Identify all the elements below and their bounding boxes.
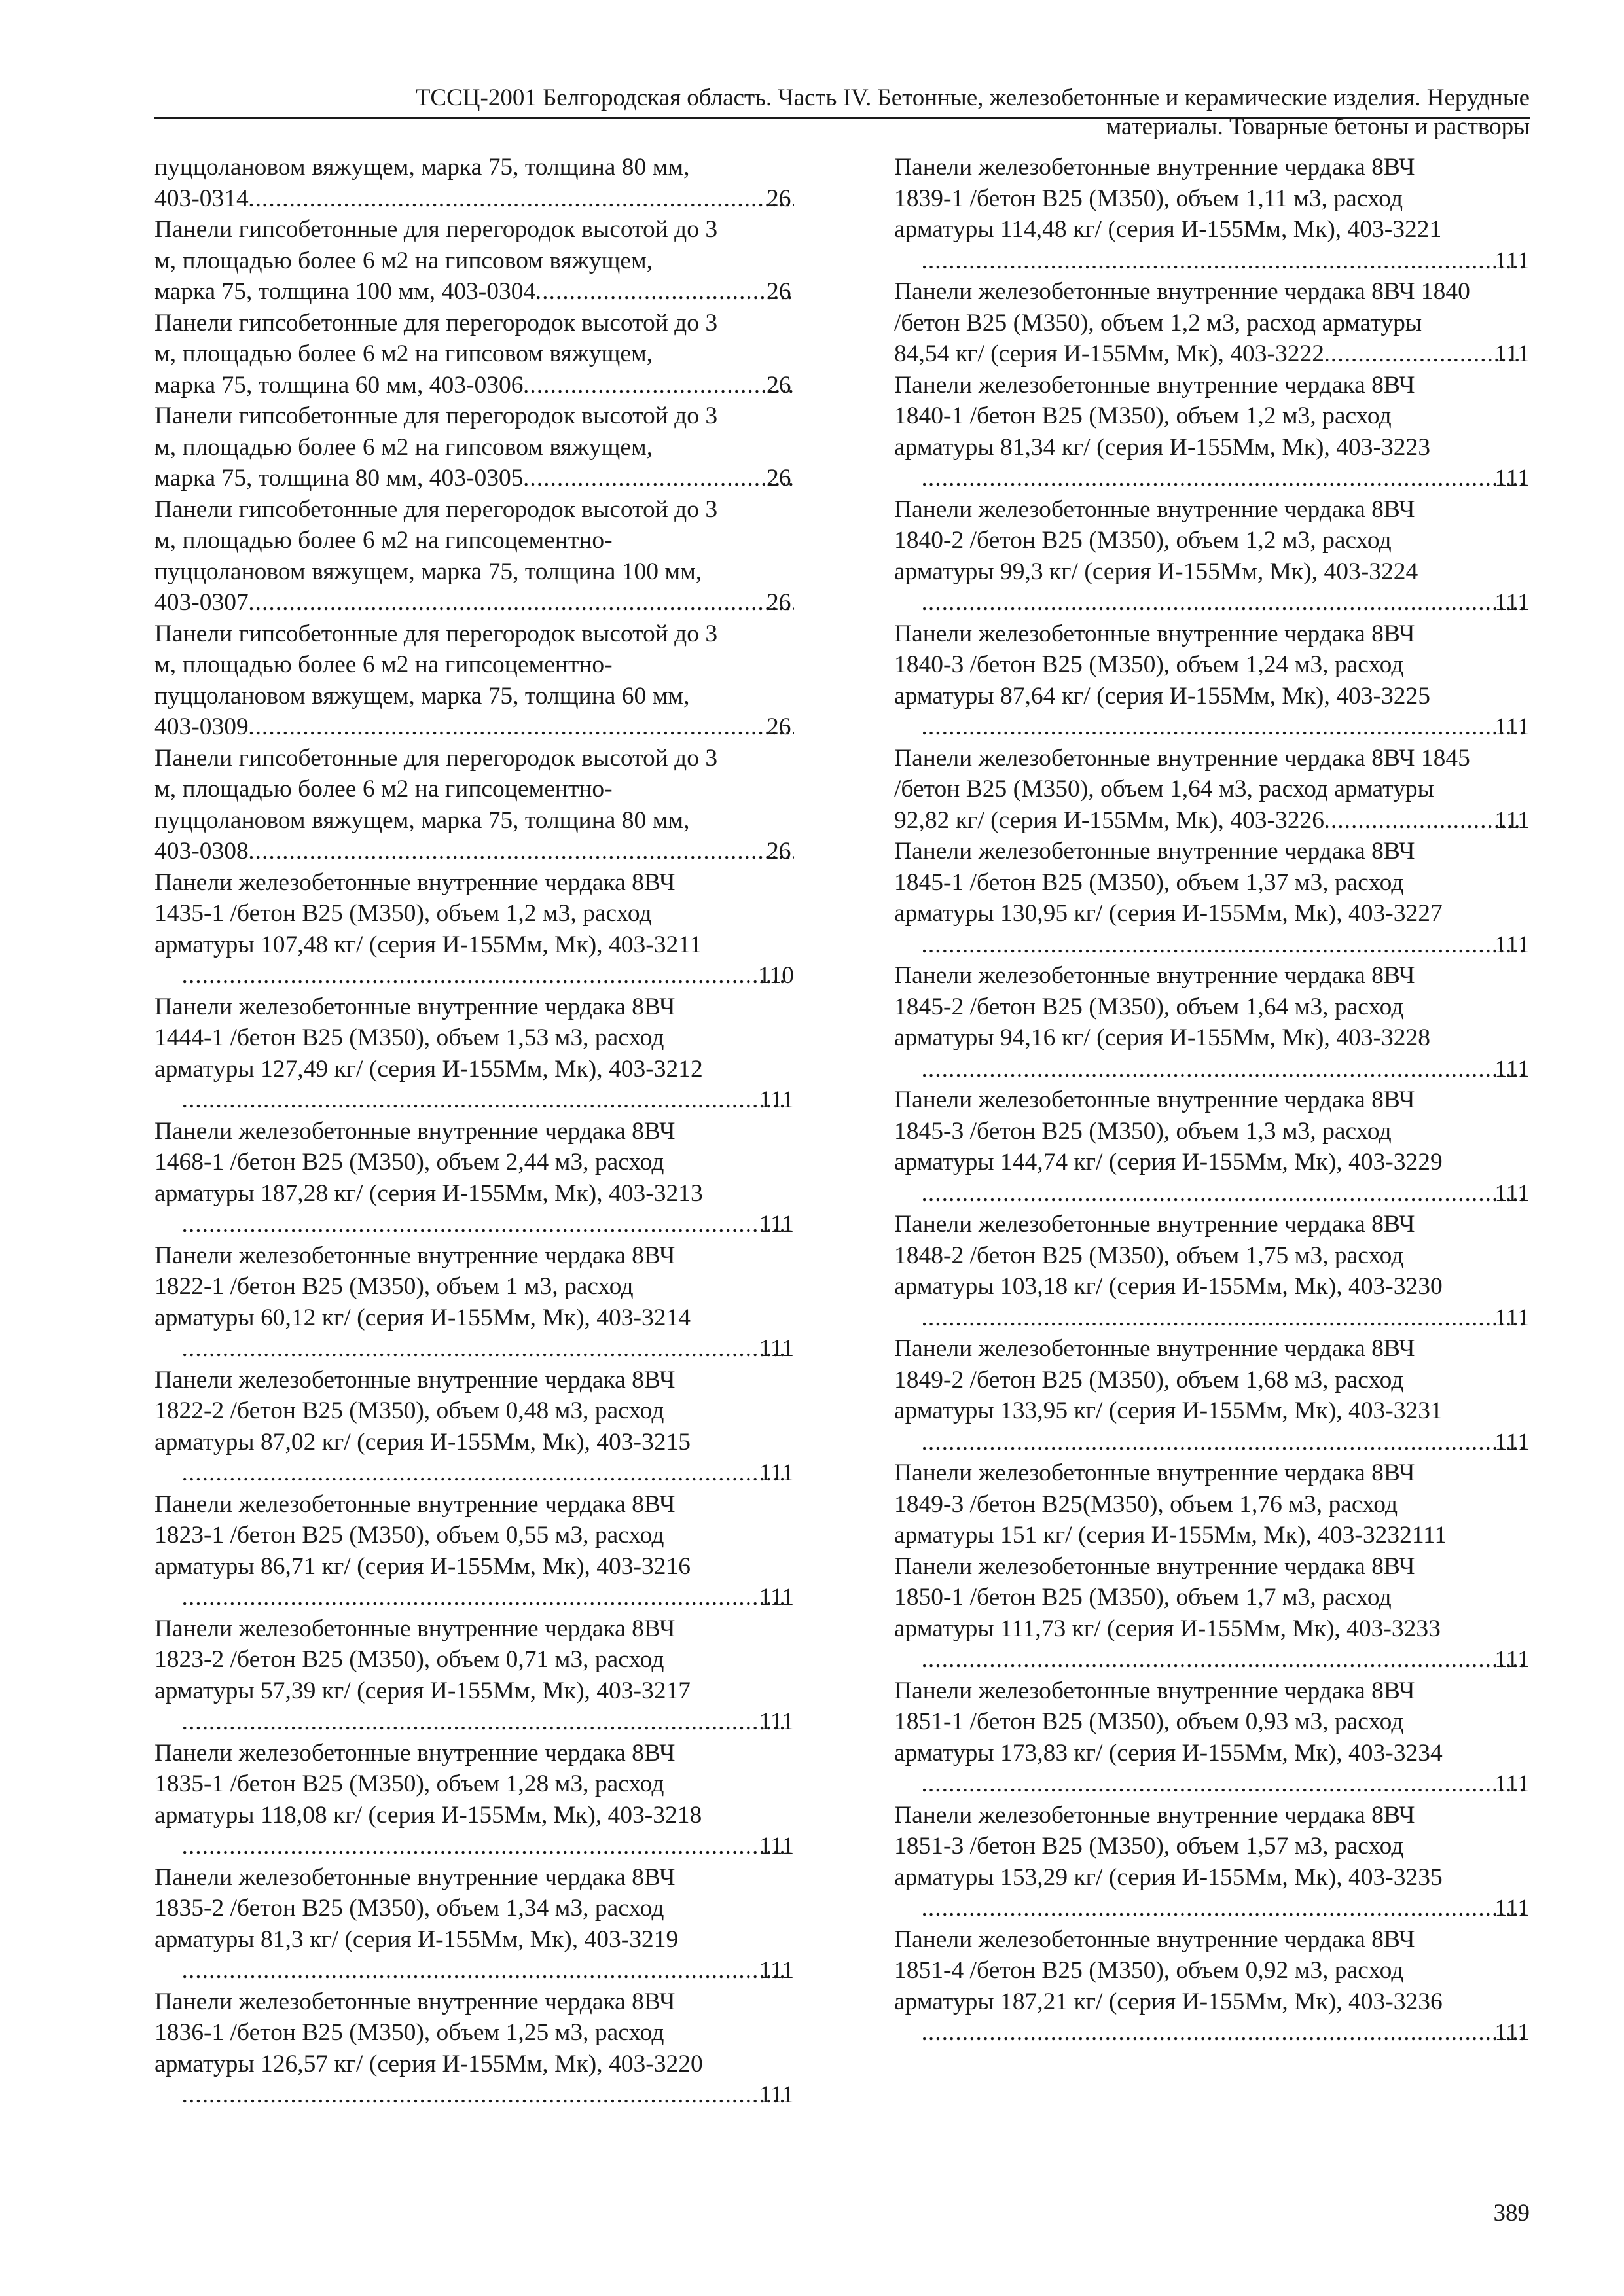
index-entry-line: Панели железобетонные внутренние чердака 8ВЧ (154, 1242, 676, 1269)
index-entry-final-line: марка 75, толщина 100 мм, 403-0304 ..... 26 (182, 276, 794, 308)
index-column-right (894, 152, 1530, 2049)
index-entry-line: 1848-2 /бетон В25 (М350), объем 1,75 м3, расход (894, 1242, 1404, 1269)
index-entry-final-line (922, 587, 1530, 619)
index-entry-line: Панели железобетонные внутренние чердака 8ВЧ (154, 1988, 676, 2015)
index-page-ref: 111 (759, 1957, 794, 1984)
index-entry-final-text: марка 75, толщина 60 мм, 403-0306 (154, 371, 524, 399)
index-page-ref: 111 (759, 2081, 794, 2108)
index-entry (894, 1333, 1530, 1458)
dot-leader (249, 587, 794, 619)
dot-leader (922, 1644, 1523, 1676)
index-entry (154, 743, 794, 867)
index-entry-line: 1823-2 /бетон В25 (М350), объем 0,71 м3, расход (154, 1646, 664, 1673)
dot-leader (182, 1955, 787, 1986)
index-entry (894, 1800, 1530, 1924)
index-entry-line: арматуры 99,3 кг/ (серия И-155Мм, Мк), 403-3224 (894, 558, 1418, 585)
index-entry (894, 836, 1530, 960)
dot-leader (249, 183, 794, 215)
index-entry (154, 308, 794, 401)
dot-leader (249, 836, 794, 867)
index-entry-final-line (922, 1054, 1530, 1085)
index-entry-final-line (182, 1458, 794, 1489)
dot-leader (922, 2017, 1523, 2049)
index-entry-line: арматуры 151 кг/ (серия И-155Мм, Мк), 403-3232111 (894, 1522, 1447, 1549)
index-entry (154, 1862, 794, 1986)
index-entry-line: арматуры 144,74 кг/ (серия И-155Мм, Мк), 403-3229 (894, 1149, 1443, 1175)
index-entry-final-line: 403-0308 ..... 26 (182, 836, 794, 867)
index-entry-final-text: 403-0308 (154, 838, 249, 865)
index-entry (894, 743, 1530, 836)
dot-leader (922, 245, 1523, 277)
index-page-ref: 111 (1494, 1179, 1530, 1207)
index-entry-line: 1850-1 /бетон В25 (М350), объем 1,7 м3, расход (894, 1584, 1392, 1611)
dot-leader (182, 2079, 787, 2111)
index-entry (154, 1986, 794, 2111)
index-entry (154, 992, 794, 1116)
index-entry (894, 276, 1530, 370)
index-entry-line: арматуры 130,95 кг/ (серия И-155Мм, Мк), 403-3227 (894, 900, 1443, 927)
index-entry-line: 1840-1 /бетон В25 (М350), объем 1,2 м3, расход (894, 403, 1392, 429)
index-entry-line: арматуры 60,12 кг/ (серия И-155Мм, Мк), 403-3214 (154, 1304, 691, 1331)
index-entry-final-line: 403-0309 ..... 26 (182, 711, 794, 743)
dot-leader (182, 1085, 787, 1116)
index-entry-line: Панели железобетонные внутренние чердака 8ВЧ (894, 1460, 1415, 1486)
index-entry-line: 1435-1 /бетон В25 (М350), объем 1,2 м3, расход (154, 900, 652, 927)
index-page-ref: 111 (1494, 2019, 1530, 2046)
index-page-ref: 110 (758, 962, 794, 989)
index-page-ref: 111 (1494, 1770, 1530, 1797)
index-entry-final-line (182, 1209, 794, 1240)
index-entry-final-text: 84,54 кг/ (серия И-155Мм, Мк), 403-3222 (894, 340, 1325, 367)
index-entry-final-text: марка 75, толщина 80 мм, 403-0305 (154, 465, 524, 492)
index-entry-line: Панели железобетонные внутренние чердака 8ВЧ (154, 1863, 676, 1891)
dot-leader (182, 1831, 787, 1862)
index-entry-final-text: 403-0309 (154, 713, 249, 740)
index-entry-line: пуццолановом вяжущем, марка 75, толщина 100 мм, (154, 558, 702, 585)
index-entry-line: Панели железобетонные внутренние чердака 8ВЧ (894, 1335, 1415, 1362)
dot-leader (182, 1333, 787, 1365)
index-entry-line: арматуры 173,83 кг/ (серия И-155Мм, Мк), 403-3234 (894, 1739, 1443, 1767)
index-entry-line: арматуры 187,28 кг/ (серия И-155Мм, Мк), 403-3213 (154, 1179, 703, 1207)
index-entry-line: Панели железобетонные внутренние чердака 8ВЧ (894, 962, 1415, 989)
index-entry-line: 1849-2 /бетон В25 (М350), объем 1,68 м3, расход (894, 1366, 1404, 1393)
dot-leader (922, 1054, 1523, 1085)
index-entry-final-line (922, 463, 1530, 494)
running-header-line-1: ТССЦ-2001 Белгородская область. Часть IV. Бетонные, железобетонные и керамические изделия. Нерудные (415, 84, 1530, 111)
index-entry-line: /бетон В25 (М350), объем 1,2 м3, расход арматуры (894, 309, 1422, 336)
index-entry-line: 1836-1 /бетон В25 (М350), объем 1,25 м3, расход (154, 2019, 664, 2046)
index-entry-line: арматуры 57,39 кг/ (серия И-155Мм, Мк), 403-3217 (154, 1677, 691, 1704)
index-page-ref: 111 (1494, 1895, 1530, 1922)
index-entry (894, 370, 1530, 494)
index-entry-line: пуццолановом вяжущем, марка 75, толщина 80 мм, (154, 806, 690, 834)
index-entry-line: 1851-4 /бетон В25 (М350), объем 0,92 м3, расход (894, 1957, 1404, 1984)
index-entry-line: Панели железобетонные внутренние чердака 8ВЧ (894, 495, 1415, 523)
index-entry-line: Панели железобетонные внутренние чердака 8ВЧ (894, 1677, 1415, 1704)
index-page-ref: 111 (1494, 1304, 1530, 1331)
index-entry-final-line: марка 75, толщина 60 мм, 403-0306 ..... 26 (182, 370, 794, 401)
dot-leader (1324, 805, 1523, 836)
index-entry (894, 1924, 1530, 2049)
index-entry-line: арматуры 103,18 кг/ (серия И-155Мм, Мк), 403-3230 (894, 1273, 1443, 1300)
index-entry-final-line (182, 1582, 794, 1613)
index-entry-line: Панели железобетонные внутренние чердака 8ВЧ (154, 869, 676, 896)
index-entry-line: 1822-1 /бетон В25 (М350), объем 1 м3, расход (154, 1273, 634, 1300)
index-entry-line: 1835-2 /бетон В25 (М350), объем 1,34 м3, расход (154, 1895, 664, 1922)
index-entry-line: пуццолановом вяжущем, марка 75, толщина 60 мм, (154, 682, 690, 709)
index-entry-line: Панели гипсобетонные для перегородок высотой до 3 (154, 495, 718, 523)
index-entry-final-line (894, 805, 1530, 836)
dot-leader (524, 370, 794, 401)
index-entry-final-line (182, 1333, 794, 1365)
index-entry-line: 1851-3 /бетон В25 (М350), объем 1,57 м3, расход (894, 1833, 1404, 1859)
index-entry-line: Панели железобетонные внутренние чердака 8ВЧ (894, 620, 1415, 647)
index-entry-final-line (182, 2079, 794, 2111)
index-page-ref: 111 (1494, 931, 1530, 958)
index-entry-line: 1823-1 /бетон В25 (М350), объем 0,55 м3, расход (154, 1522, 664, 1549)
dot-leader (1324, 338, 1523, 370)
index-entry (154, 214, 794, 308)
index-entry-line: Панели железобетонные внутренние чердака 8ВЧ (154, 1117, 676, 1145)
index-entry (154, 1489, 794, 1613)
dot-leader (922, 1178, 1523, 1210)
index-entry-final-text: 92,82 кг/ (серия И-155Мм, Мк), 403-3226 (894, 806, 1325, 834)
index-entry-line: Панели железобетонные внутренние чердака 8ВЧ (154, 1739, 676, 1767)
index-entry-line: Панели железобетонные внутренние чердака 8ВЧ (894, 154, 1415, 181)
index-page-ref: 111 (1494, 1055, 1530, 1083)
index-entry-final-line: марка 75, толщина 80 мм, 403-0305 ..... 26 (182, 463, 794, 494)
dot-leader (922, 1302, 1523, 1334)
index-entry-line: 1840-2 /бетон В25 (М350), объем 1,2 м3, расход (894, 527, 1392, 554)
index-entry-line: 1845-3 /бетон В25 (М350), объем 1,3 м3, расход (894, 1117, 1392, 1145)
index-entry-final-line (182, 1955, 794, 1986)
index-entry-line: Панели железобетонные внутренние чердака 8ВЧ 1840 (894, 278, 1470, 305)
index-entry-final-line (922, 711, 1530, 743)
index-entry-final-line (922, 1644, 1530, 1676)
index-entry-line: Панели железобетонные внутренние чердака 8ВЧ (894, 1926, 1415, 1953)
index-entry-line: арматуры 133,95 кг/ (серия И-155Мм, Мк), 403-3231 (894, 1397, 1443, 1424)
index-entry-line: Панели гипсобетонные для перегородок высотой до 3 (154, 744, 718, 772)
dot-leader (922, 587, 1523, 619)
index-page-ref: 111 (1494, 1428, 1530, 1456)
index-entry (154, 1240, 794, 1365)
index-entry-line: Панели железобетонные внутренние чердака 8ВЧ (894, 1086, 1415, 1113)
running-header (154, 84, 1530, 141)
index-entry-line: Панели гипсобетонные для перегородок высотой до 3 (154, 216, 718, 243)
index-entry-line: арматуры 87,64 кг/ (серия И-155Мм, Мк), 403-3225 (894, 682, 1430, 709)
index-entry-line: Панели гипсобетонные для перегородок высотой до 3 (154, 403, 718, 429)
index-entry (154, 1365, 794, 1489)
index-entry-line: арматуры 114,48 кг/ (серия И-155Мм, Мк), 403-3221 (894, 216, 1442, 243)
dot-leader (182, 960, 785, 992)
index-column-left (154, 152, 794, 2111)
index-entry (154, 619, 794, 743)
index-entry-line: арматуры 153,29 кг/ (серия И-155Мм, Мк), 403-3235 (894, 1863, 1443, 1891)
index-entry-final-line (922, 1427, 1530, 1458)
dot-leader (182, 1458, 787, 1489)
index-page-ref: 111 (759, 1211, 794, 1238)
index-entry-final-text: марка 75, толщина 100 мм, 403-0304 (154, 278, 536, 305)
index-page-ref: 111 (759, 1833, 794, 1859)
page-number: 389 (1493, 2200, 1530, 2227)
index-entry (154, 1116, 794, 1240)
index-page-ref: 111 (759, 1460, 794, 1486)
dot-leader (182, 1582, 787, 1613)
index-entry-line: 1845-1 /бетон В25 (М350), объем 1,37 м3, расход (894, 869, 1404, 896)
index-page-ref: 111 (759, 1584, 794, 1611)
index-entry-line: м, площадью более 6 м2 на гипсовом вяжущем, (154, 340, 653, 367)
index-entry (894, 619, 1530, 743)
index-entry-final-line (182, 1085, 794, 1116)
index-entry-line: арматуры 111,73 кг/ (серия И-155Мм, Мк), 403-3233 (894, 1615, 1441, 1642)
running-header-line-2: материалы. Товарные бетоны и растворы (1106, 113, 1530, 140)
index-page-ref: 111 (759, 1086, 794, 1113)
index-entry-line: м, площадью более 6 м2 на гипсовом вяжущем, (154, 433, 653, 461)
index-entry-final-line (922, 1893, 1530, 1924)
index-entry-line: арматуры 118,08 кг/ (серия И-155Мм, Мк), 403-3218 (154, 1801, 702, 1829)
index-entry (154, 401, 794, 494)
index-entry-line: 1822-2 /бетон В25 (М350), объем 0,48 м3, расход (154, 1397, 664, 1424)
index-entry-line: /бетон В25 (М350), объем 1,64 м3, расход арматуры (894, 776, 1434, 802)
index-entry-final-line (922, 1768, 1530, 1800)
dot-leader (249, 711, 794, 743)
index-entry-final-line (922, 245, 1530, 277)
index-entry-line: 1840-3 /бетон В25 (М350), объем 1,24 м3, расход (894, 651, 1404, 678)
index-entry-final-line (922, 2017, 1530, 2049)
index-entry-line: 1849-3 /бетон В25(М350), объем 1,76 м3, расход (894, 1490, 1398, 1518)
index-entry-line: 1845-2 /бетон В25 (М350), объем 1,64 м3, расход (894, 993, 1404, 1020)
index-page-ref: 111 (759, 1335, 794, 1362)
index-entry-line: пуццолановом вяжущем, марка 75, толщина 80 мм, (154, 154, 690, 181)
index-entry (154, 494, 794, 619)
index-entry-final-line (894, 338, 1530, 370)
index-entry-line: арматуры 81,34 кг/ (серия И-155Мм, Мк), 403-3223 (894, 433, 1430, 461)
index-entry-line: 1444-1 /бетон В25 (М350), объем 1,53 м3, расход (154, 1024, 664, 1051)
index-entry (894, 1209, 1530, 1333)
index-entry-final-line: 403-0314 ..... 26 (182, 183, 794, 215)
index-page-ref: 111 (1494, 1646, 1530, 1673)
index-entry (894, 960, 1530, 1085)
index-entry-final-line (922, 1302, 1530, 1334)
index-entry (894, 152, 1530, 276)
index-page-ref: 111 (1494, 340, 1530, 367)
index-page-ref: 111 (759, 1708, 794, 1735)
index-entry-final-text: 403-0307 (154, 589, 249, 616)
index-entry (894, 1458, 1530, 1551)
index-entry (154, 867, 794, 992)
index-entry-line: Панели железобетонные внутренние чердака 8ВЧ (894, 1211, 1415, 1238)
index-entry-line: м, площадью более 6 м2 на гипсоцементно- (154, 776, 613, 802)
index-entry (894, 494, 1530, 619)
index-entry-final-line (182, 1831, 794, 1862)
index-page-ref: 111 (1494, 465, 1530, 492)
index-entry-line: Панели железобетонные внутренние чердака 8ВЧ 1845 (894, 744, 1470, 772)
index-entry-line: Панели железобетонные внутренние чердака 8ВЧ (154, 1615, 676, 1642)
index-entry-final-line (182, 960, 794, 992)
index-entry (154, 1613, 794, 1738)
dot-leader (922, 1427, 1523, 1458)
index-entry (894, 1551, 1530, 1676)
index-page-ref: 111 (1494, 247, 1530, 274)
index-entry-line: Панели гипсобетонные для перегородок высотой до 3 (154, 309, 718, 336)
index-entry-line: арматуры 94,16 кг/ (серия И-155Мм, Мк), 403-3228 (894, 1024, 1430, 1051)
index-entry-final-text: 403-0314 (154, 185, 249, 212)
index-entry-line: 1839-1 /бетон В25 (М350), объем 1,11 м3, расход (894, 185, 1403, 212)
index-entry-line: Панели железобетонные внутренние чердака 8ВЧ (154, 993, 676, 1020)
index-entry-line: Панели железобетонные внутренние чердака 8ВЧ (894, 1552, 1415, 1580)
index-entry-final-line (922, 929, 1530, 961)
index-entry-line: Панели железобетонные внутренние чердака 8ВЧ (894, 838, 1415, 865)
index-entry-line: Панели гипсобетонные для перегородок высотой до 3 (154, 620, 718, 647)
index-entry-line: арматуры 187,21 кг/ (серия И-155Мм, Мк), 403-3236 (894, 1988, 1443, 2015)
index-entry-line: арматуры 87,02 кг/ (серия И-155Мм, Мк), 403-3215 (154, 1428, 691, 1456)
index-entry (894, 1676, 1530, 1800)
dot-leader (922, 929, 1523, 961)
index-entry-line: м, площадью более 6 м2 на гипсовом вяжущем, (154, 247, 653, 274)
index-entry-line: м, площадью более 6 м2 на гипсоцементно- (154, 527, 613, 554)
index-entry (154, 1738, 794, 1862)
index-entry-line: арматуры 127,49 кг/ (серия И-155Мм, Мк), 403-3212 (154, 1055, 703, 1083)
dot-leader (182, 1209, 787, 1240)
index-entry-line: арматуры 86,71 кг/ (серия И-155Мм, Мк), 403-3216 (154, 1552, 691, 1580)
index-entry-line: Панели железобетонные внутренние чердака 8ВЧ (154, 1490, 676, 1518)
dot-leader (524, 463, 794, 494)
index-entry-final-line (182, 1706, 794, 1738)
index-page-ref: 111 (1494, 713, 1530, 740)
dot-leader (922, 1768, 1523, 1800)
dot-leader (182, 1706, 787, 1738)
index-entry-line: арматуры 107,48 кг/ (серия И-155Мм, Мк), 403-3211 (154, 931, 702, 958)
dot-leader (922, 1893, 1523, 1924)
index-entry (154, 152, 794, 214)
index-entry-final-line: 403-0307 ..... 26 (182, 587, 794, 619)
header-rule (154, 117, 1530, 119)
dot-leader (535, 276, 794, 308)
dot-leader (922, 711, 1523, 743)
index-page-ref: 111 (1494, 589, 1530, 616)
index-entry-line: м, площадью более 6 м2 на гипсоцементно- (154, 651, 613, 678)
index-entry-final-line (922, 1178, 1530, 1210)
index-entry-line: Панели железобетонные внутренние чердака 8ВЧ (894, 1801, 1415, 1829)
index-entry-line: Панели железобетонные внутренние чердака 8ВЧ (894, 371, 1415, 399)
index-entry-line: 1851-1 /бетон В25 (М350), объем 0,93 м3, расход (894, 1708, 1404, 1735)
index-entry (894, 1085, 1530, 1209)
index-entry-line: арматуры 126,57 кг/ (серия И-155Мм, Мк), 403-3220 (154, 2050, 703, 2077)
index-entry-line: арматуры 81,3 кг/ (серия И-155Мм, Мк), 403-3219 (154, 1926, 679, 1953)
index-entry-line: 1468-1 /бетон В25 (М350), объем 2,44 м3, расход (154, 1149, 664, 1175)
index-entry-line: Панели железобетонные внутренние чердака 8ВЧ (154, 1366, 676, 1393)
dot-leader (922, 463, 1523, 494)
index-entry-line: 1835-1 /бетон В25 (М350), объем 1,28 м3, расход (154, 1770, 664, 1797)
index-page-ref: 111 (1494, 806, 1530, 834)
